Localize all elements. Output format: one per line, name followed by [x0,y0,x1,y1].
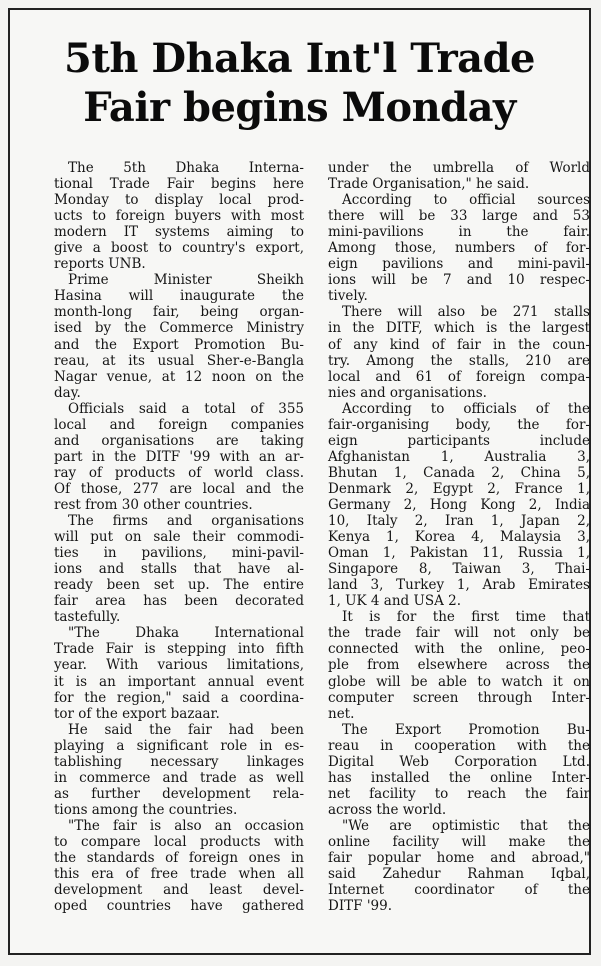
paragraph-line: playing a significant role in es- [54,737,304,754]
paragraph [54,625,304,721]
paragraph-line: oped countries have gathered [54,898,304,915]
article-body [10,160,589,950]
paragraph-line: day. [54,384,81,401]
paragraph-line: 10, Italy 2, Iran 1, Japan 2, [328,513,590,530]
paragraph-line: rest from 30 other countries. [54,496,253,513]
headline-line-1: 5th Dhaka Int'l Trade [64,35,535,82]
paragraph-line: "The fair is also an occasion [68,817,304,834]
paragraph [328,192,590,304]
paragraph-line: The firms and organisations [68,513,304,530]
paragraph-line: DITF '99. [328,898,392,915]
paragraph-line: for the region," said a coordina- [54,689,304,706]
paragraph-line: said Zahedur Rahman Iqbal, [328,866,590,883]
paragraph-line: eign participants include [328,432,590,449]
paragraph-line: Officials said a total of 355 [68,400,304,417]
paragraph-line: 1, UK 4 and USA 2. [328,593,462,610]
paragraph-line: Singapore 8, Taiwan 3, Thai- [328,561,590,578]
paragraph-line: ucts to foreign buyers with most [54,208,304,225]
paragraph-line: ised by the Commerce Ministry [54,320,304,337]
right-column [328,160,590,914]
paragraph-line: in commerce and trade as well [54,769,304,786]
paragraph-line: the standards of foreign ones in [54,850,304,867]
paragraph-line: will put on sale their commodi- [54,529,304,546]
paragraph-line: ties in pavilions, mini-pavil- [54,545,304,562]
headline [10,34,589,132]
paragraph-line: tional Trade Fair begins here [54,176,304,193]
paragraph-line: ple from elsewhere across the [328,657,590,674]
paragraph [54,722,304,818]
paragraph [54,513,304,625]
paragraph-line: There will also be 271 stalls [342,304,590,321]
paragraph [328,160,590,192]
paragraph [328,304,590,400]
paragraph-line: He said the fair had been [68,721,304,738]
paragraph-line: "The Dhaka International [68,625,304,642]
paragraph-line: local and 61 of foreign compa- [328,368,590,385]
paragraph [54,818,304,914]
paragraph-line: land 3, Turkey 1, Arab Emirates [328,577,590,594]
paragraph-line: It is for the first time that [342,609,590,626]
paragraph-line: reports UNB. [54,256,146,273]
paragraph-line: "We are optimistic that the [342,817,590,834]
paragraph-line: nies and organisations. [328,384,487,401]
paragraph [328,609,590,721]
paragraph-line: ions and stalls that have al- [54,561,304,578]
paragraph-line: across the world. [328,801,447,818]
paragraph-line: Bhutan 1, Canada 2, China 5, [328,464,590,481]
paragraph-line: year. With various limitations, [54,657,304,674]
paragraph-line: it is an important annual event [54,673,304,690]
paragraph [54,160,304,272]
paragraph-line: part in the DITF '99 with an ar- [54,448,304,465]
paragraph-line: tablishing necessary linkages [54,753,304,770]
paragraph-line: try. Among the stalls, 210 are [328,352,590,369]
paragraph-line: the trade fair will not only be [328,625,590,642]
paragraph [54,272,304,400]
paragraph [328,818,590,914]
paragraph-line: month-long fair, being organ- [54,304,304,321]
paragraph-line: According to official sources [342,192,590,209]
paragraph-line: as further development rela- [54,785,304,802]
headline-line-2: Fair begins Monday [83,84,516,131]
paragraph-line: modern IT systems aiming to [54,224,304,241]
paragraph-line: Germany 2, Hong Kong 2, India [328,496,590,513]
paragraph-line: development and least devel- [54,882,304,899]
paragraph-line: net. [328,705,355,722]
paragraph-line: has installed the online Inter- [328,769,590,786]
paragraph-line: Monday to display local prod- [54,192,304,209]
paragraph-line: ions will be 7 and 10 respec- [328,272,590,289]
paragraph-line: tions among the countries. [54,801,238,818]
paragraph-line: tor of the export bazaar. [54,705,220,722]
paragraph-line: Digital Web Corporation Ltd. [328,753,590,770]
paragraph-line: this era of free trade when all [54,866,304,883]
paragraph-line: of any kind of fair in the coun- [328,336,590,353]
paragraph-line: tastefully. [54,609,121,626]
paragraph-line: computer screen through Inter- [328,689,590,706]
news-clipping [8,8,591,955]
paragraph-line: ray of products of world class. [54,464,304,481]
paragraph-line: local and foreign companies [54,416,304,433]
paragraph-line: According to officials of the [342,400,590,417]
paragraph-line: Hasina will inaugurate the [54,288,304,305]
paragraph-line: in the DITF, which is the largest [328,320,590,337]
paragraph-line: under the umbrella of World [328,160,590,176]
paragraph-line: to compare local products with [54,833,304,850]
paragraph-line: online facility will make the [328,833,590,850]
paragraph-line: Afghanistan 1, Australia 3, [328,448,590,465]
paragraph-line: The 5th Dhaka Interna- [68,160,304,176]
paragraph-line: Internet coordinator of the [328,882,590,899]
paragraph [54,401,304,513]
paragraph-line: reau, at its usual Sher-e-Bangla [54,352,304,369]
paragraph-line: Of those, 277 are local and the [54,480,304,497]
paragraph [328,722,590,818]
paragraph-line: fair popular home and abroad," [328,850,590,867]
paragraph-line: Denmark 2, Egypt 2, France 1, [328,480,590,497]
left-column [54,160,304,914]
paragraph-line: and organisations are taking [54,432,304,449]
paragraph-line: Oman 1, Pakistan 11, Russia 1, [328,545,590,562]
paragraph-line: Prime Minister Sheikh [68,272,304,289]
paragraph [328,401,590,610]
paragraph-line: ready been set up. The entire [54,577,304,594]
paragraph-line: Nagar venue, at 12 noon on the [54,368,304,385]
paragraph-line: The Export Promotion Bu- [342,721,590,738]
paragraph-line: there will be 33 large and 53 [328,208,590,225]
paragraph-line: fair-organising body, the for- [328,416,590,433]
paragraph-line: connected with the online, peo- [328,641,590,658]
paragraph-line: reau in cooperation with the [328,737,590,754]
paragraph-line: net facility to reach the fair [328,785,590,802]
paragraph-line: mini-pavilions in the fair. [328,224,590,241]
paragraph-line: tively. [328,288,368,305]
paragraph-line: Trade Organisation," he said. [328,176,530,193]
paragraph-line: fair area has been decorated [54,593,304,610]
paragraph-line: Among those, numbers of for- [328,240,590,257]
paragraph-line: eign pavilions and mini-pavil- [328,256,590,273]
paragraph-line: Trade Fair is stepping into fifth [54,641,304,658]
paragraph-line: Kenya 1, Korea 4, Malaysia 3, [328,529,590,546]
paragraph-line: and the Export Promotion Bu- [54,336,304,353]
paragraph-line: give a boost to country's export, [54,240,304,257]
paragraph-line: globe will be able to watch it on [328,673,590,690]
